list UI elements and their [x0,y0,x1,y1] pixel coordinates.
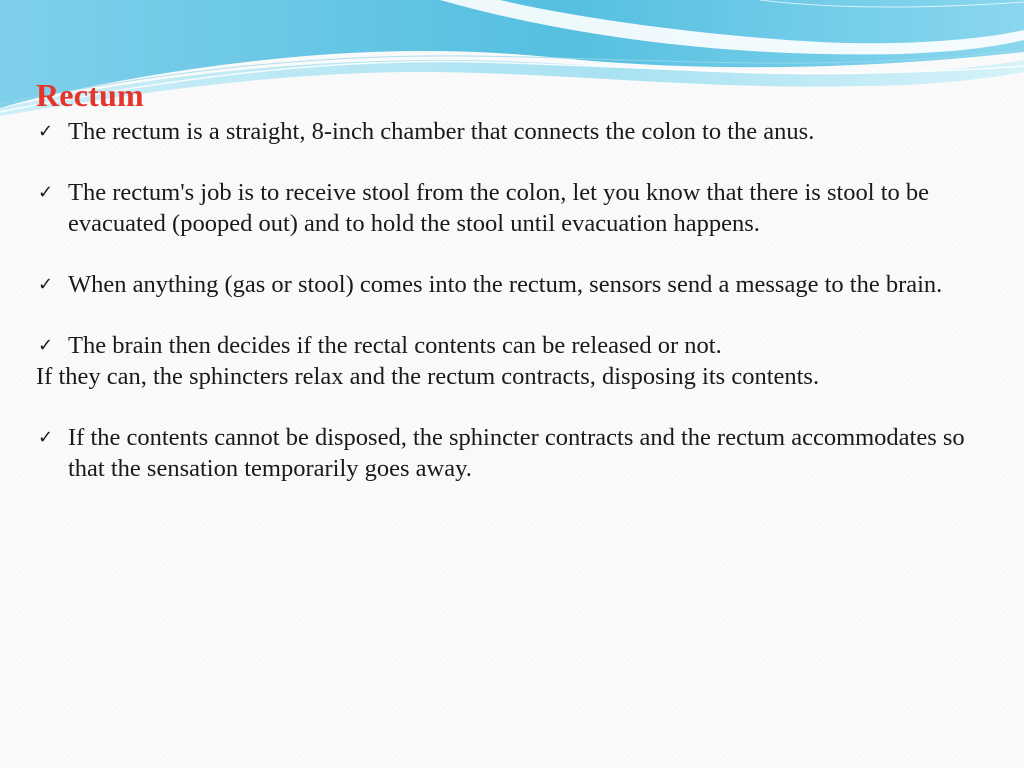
bullet-text: When anything (gas or stool) comes into the rectum, sensors send a message to the brain. [68,271,943,298]
bullet-text: If the contents cannot be disposed, the sphincter contracts and the rectum accommodates so that the sensation temporarily goes away. [68,424,965,482]
bullet-text: The brain then decides if the rectal contents can be released or not. [68,332,722,359]
bullet-item [36,116,996,147]
bullet-item [36,177,996,239]
bullet-item [36,330,996,361]
checkmark-icon: ✓ [38,274,54,295]
bullet-text: The rectum's job is to receive stool from the colon, let you know that there is stool to be evacuated (pooped out) and to hold the stool until evacuation happens. [68,179,930,237]
checkmark-icon: ✓ [38,335,54,356]
slide-title: Rectum [36,77,144,113]
checkmark-icon: ✓ [38,121,54,142]
bullet-item [36,269,996,300]
checkmark-icon: ✓ [38,182,54,203]
bullet-item [36,422,996,484]
slide-content [36,76,996,484]
bullet-text: The rectum is a straight, 8-inch chamber that connects the colon to the anus. [68,118,815,145]
continuation-text: If they can, the sphincters relax and the rectum contracts, disposing its contents. [36,363,820,390]
checkmark-icon: ✓ [38,427,54,448]
